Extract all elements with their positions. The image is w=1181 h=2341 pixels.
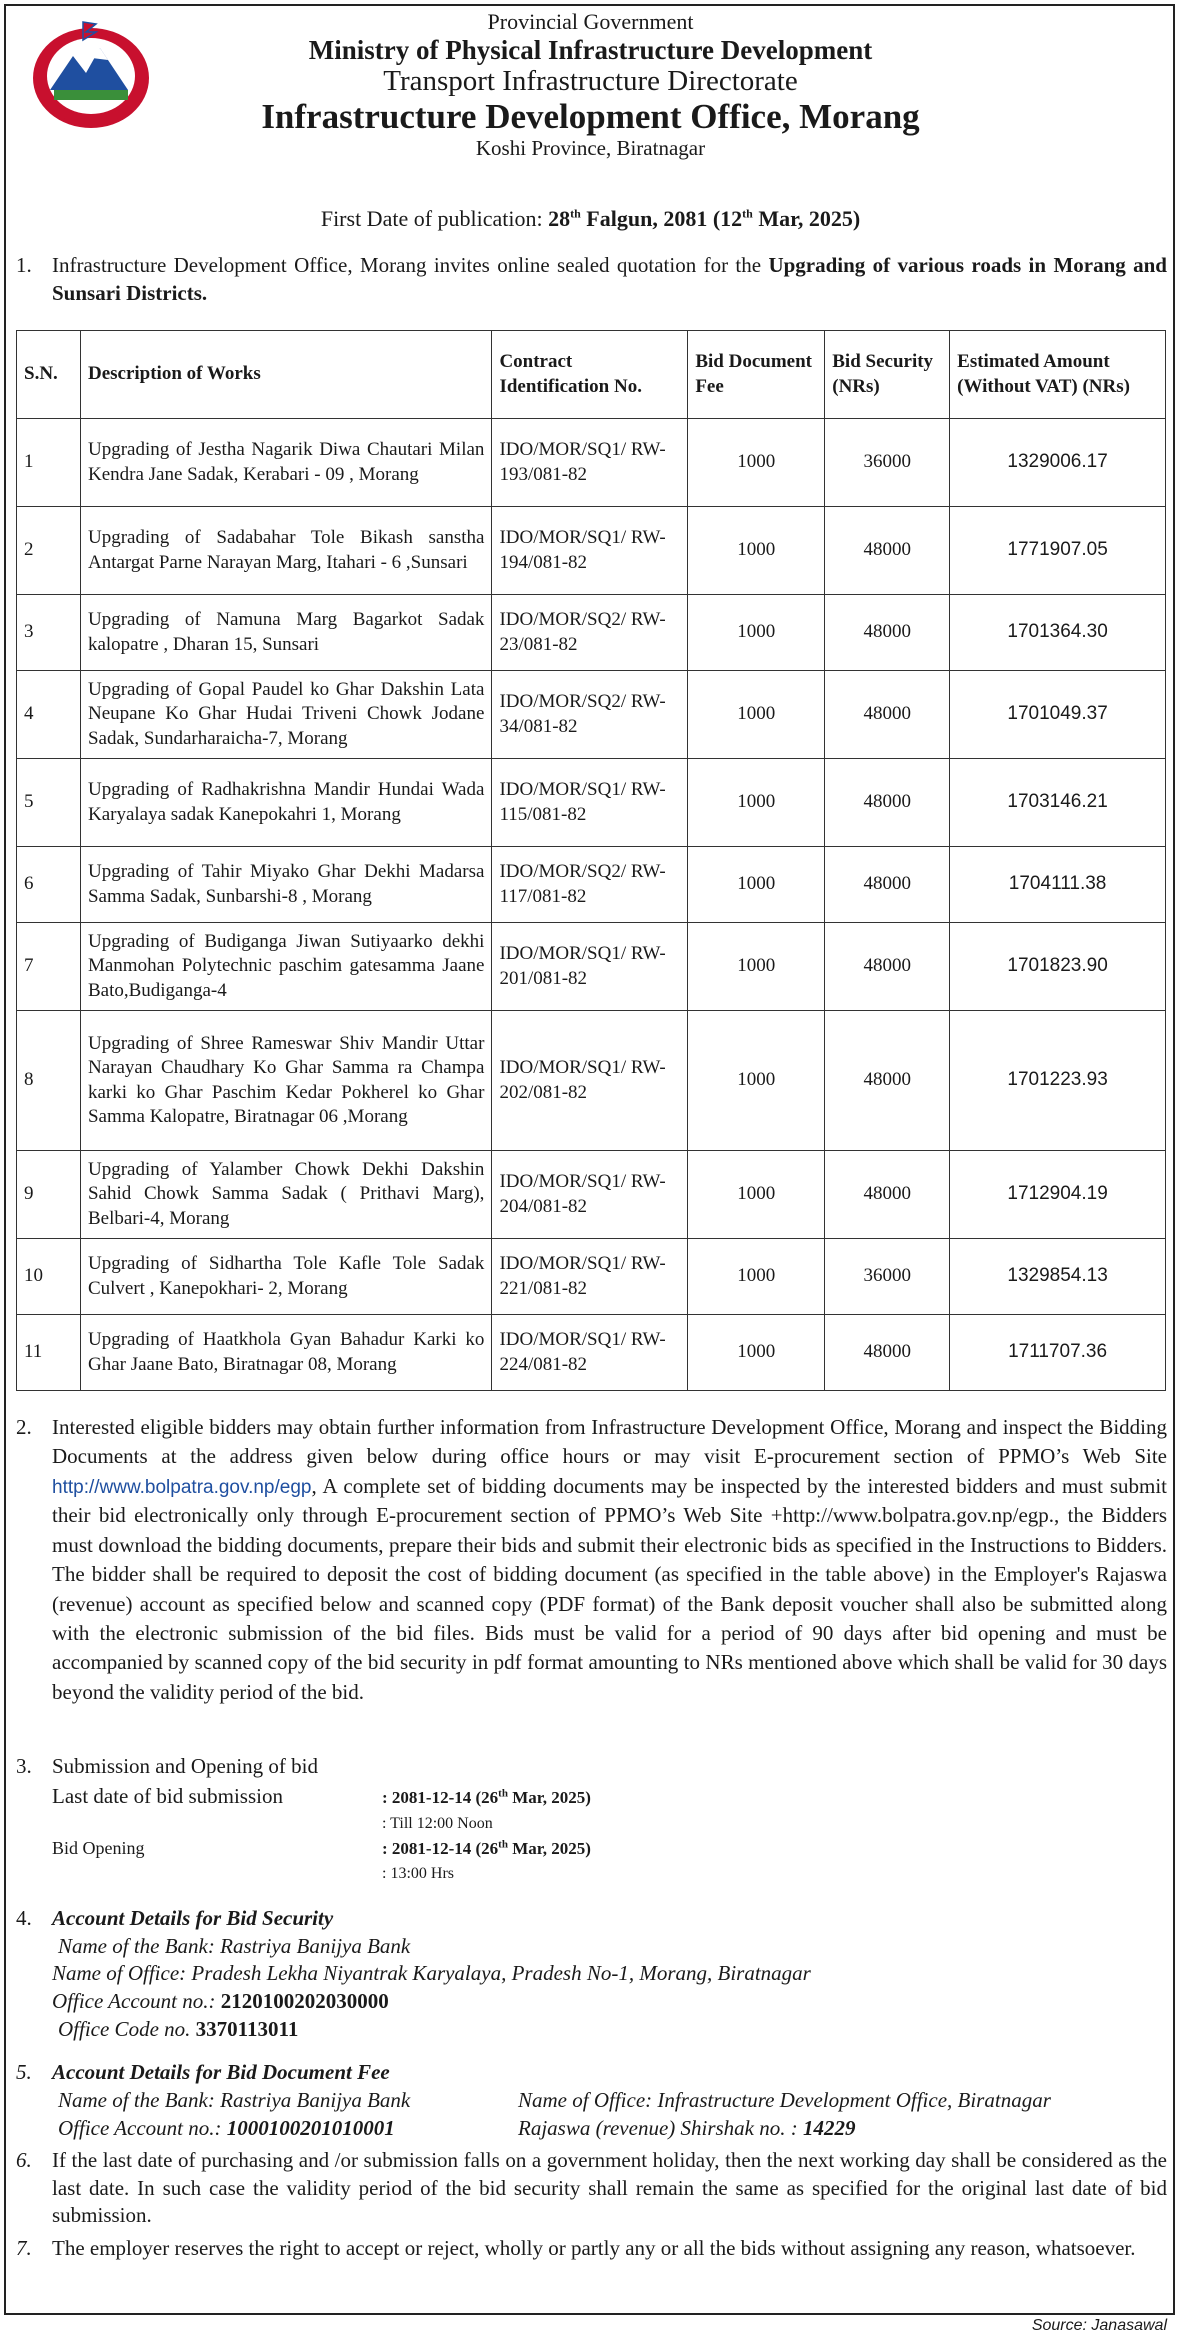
rights-clause xyxy=(16,2235,1167,2263)
row-bid-document-fee: 1000 xyxy=(688,759,825,847)
row-bid-document-fee: 1000 xyxy=(688,923,825,1011)
bid-document-fee-account-section xyxy=(16,2058,1167,2142)
section-6-text: If the last date of purchasing and /or submission falls on a government holiday, then the next working day shall be considered as the last date. In such case the validity period of the bid security shall remain the same as specified for the original last date of bid submission. xyxy=(52,2148,1167,2228)
section-3-number: 3. xyxy=(16,1754,32,1778)
paragraph-2-text-b: , A complete set of bidding documents may be inspected by the interested bidders and must submit their bid electronically only through E-procurement section of PPMO’s Web Site +http://www.bolpatra.gov.np/egp., the Bidders must download the bidding documents, prepare their bids and submit their electronic bids as specified in the Instructions to Bidders. The bidder shall be required to deposit the cost of bidding document (as specified in the table above) in the Employer's Rajaswa (revenue) account as specified below and scanned copy (PDF format) of the Bank deposit voucher shall also be submitted along with the electronic submission of the bid files. Bids must be valid for a period of 90 days after bid opening and must be accompanied by scanned copy of the bid security in pdf format amounting to NRs mentioned above which shall be valid for 30 days beyond the validity period of the bid. xyxy=(52,1473,1167,1704)
row-bid-document-fee: 1000 xyxy=(688,671,825,759)
last-date-value: : 2081-12-14 (26th Mar, 2025) xyxy=(382,1787,591,1808)
section-5-office: Name of Office: Infrastructure Development Office, Biratnagar xyxy=(518,2088,1051,2113)
header-directorate: Transport Infrastructure Directorate xyxy=(383,64,798,97)
row-bid-document-fee: 1000 xyxy=(688,595,825,671)
section-4-account-label: Office Account no.: xyxy=(52,1989,221,2014)
bid-opening-time: : 13:00 Hrs xyxy=(382,1864,454,1882)
row-estimated-amount: 1771907.05 xyxy=(950,507,1166,595)
table-header-row xyxy=(17,331,1166,419)
row-sn: 9 xyxy=(17,1151,81,1239)
row-sn: 3 xyxy=(17,595,81,671)
row-bid-security: 48000 xyxy=(825,1151,950,1239)
row-description: Upgrading of Tahir Miyako Ghar Dekhi Madarsa Samma Sadak, Sunbarshi-8 , Morang xyxy=(80,847,491,923)
row-bid-security: 36000 xyxy=(825,1239,950,1315)
bid-opening-value: : 2081-12-14 (26th Mar, 2025) xyxy=(382,1838,591,1859)
row-contract-id: IDO/MOR/SQ1/ RW-115/081-82 xyxy=(492,759,688,847)
submission-section xyxy=(16,1752,1167,1885)
row-estimated-amount: 1704111.38 xyxy=(950,847,1166,923)
row-sn: 2 xyxy=(17,507,81,595)
tender-table xyxy=(16,330,1166,1391)
section-4-title: Account Details for Bid Security xyxy=(52,1906,334,1930)
row-bid-document-fee: 1000 xyxy=(688,1239,825,1315)
section-5-title: Account Details for Bid Document Fee xyxy=(52,2060,390,2084)
section-4-number: 4. xyxy=(16,1906,32,1930)
table-row xyxy=(17,1151,1166,1239)
row-contract-id: IDO/MOR/SQ2/ RW-117/081-82 xyxy=(492,847,688,923)
paragraph-2 xyxy=(16,1413,1167,1707)
row-sn: 5 xyxy=(17,759,81,847)
row-contract-id: IDO/MOR/SQ2/ RW-23/081-82 xyxy=(492,595,688,671)
table-row xyxy=(17,1011,1166,1151)
publication-date xyxy=(0,206,1181,232)
intro-text: Infrastructure Development Office, Morang invites online sealed quotation for the xyxy=(52,253,769,277)
section-6-number: 6. xyxy=(16,2148,32,2172)
bolpatra-link[interactable]: http://www.bolpatra.gov.np/egp xyxy=(52,1476,312,1498)
row-description: Upgrading of Radhakrishna Mandir Hundai Wada Karyalaya sadak Kanepokahri 1, Morang xyxy=(80,759,491,847)
bid-opening-label: Bid Opening xyxy=(52,1838,145,1859)
row-bid-document-fee: 1000 xyxy=(688,507,825,595)
row-estimated-amount: 1711707.36 xyxy=(950,1315,1166,1391)
row-estimated-amount: 1329854.13 xyxy=(950,1239,1166,1315)
row-contract-id: IDO/MOR/SQ1/ RW-202/081-82 xyxy=(492,1011,688,1151)
nepal-emblem-icon xyxy=(28,18,154,130)
section-7-text: The employer reserves the right to accept or reject, wholly or partly any or all the bids without assigning any reason, whatsoever. xyxy=(52,2236,1136,2260)
section-3-title: Submission and Opening of bid xyxy=(52,1754,318,1778)
header-estimated-amount: Estimated Amount (Without VAT) (NRs) xyxy=(950,331,1166,419)
row-bid-document-fee: 1000 xyxy=(688,1315,825,1391)
section-5-account-label: Office Account no.: xyxy=(58,2116,227,2141)
section-5-account-value: 1000100201010001 xyxy=(226,2116,395,2141)
row-contract-id: IDO/MOR/SQ1/ RW-194/081-82 xyxy=(492,507,688,595)
header-province: Koshi Province, Biratnagar xyxy=(475,135,706,160)
table-row xyxy=(17,1315,1166,1391)
header-bid-security: Bid Security (NRs) xyxy=(825,331,950,419)
row-description: Upgrading of Sidhartha Tole Kafle Tole Sadak Culvert , Kanepokhari- 2, Morang xyxy=(80,1239,491,1315)
row-description: Upgrading of Haatkhola Gyan Bahadur Karki ko Ghar Jaane Bato, Biratnagar 08, Morang xyxy=(80,1315,491,1391)
section-5-rajaswa-value: 14229 xyxy=(803,2116,856,2141)
section-5-number: 5. xyxy=(16,2060,32,2084)
row-estimated-amount: 1329006.17 xyxy=(950,419,1166,507)
table-row xyxy=(17,1239,1166,1315)
header-description: Description of Works xyxy=(80,331,491,419)
header-bid-document-fee: Bid Document Fee xyxy=(688,331,825,419)
row-bid-security: 48000 xyxy=(825,1011,950,1151)
row-sn: 7 xyxy=(17,923,81,1011)
row-bid-security: 48000 xyxy=(825,1315,950,1391)
source-credit: Source: Janasawal xyxy=(1031,2317,1167,2334)
section-5-bank: Name of the Bank: Rastriya Banijya Bank xyxy=(58,2088,411,2113)
row-description: Upgrading of Budiganga Jiwan Sutiyaarko dekhi Manmohan Polytechnic paschim gatesamma Jaane Bato,Budiganga-4 xyxy=(80,923,491,1011)
header-contract-id: Contract Identification No. xyxy=(492,331,688,419)
row-estimated-amount: 1701223.93 xyxy=(950,1011,1166,1151)
row-bid-security: 48000 xyxy=(825,759,950,847)
row-bid-security: 36000 xyxy=(825,419,950,507)
row-sn: 1 xyxy=(17,419,81,507)
office-header xyxy=(150,10,1031,160)
intro-paragraph xyxy=(16,252,1167,307)
table-row xyxy=(17,923,1166,1011)
section-7-number: 7. xyxy=(16,2236,32,2260)
row-bid-security: 48000 xyxy=(825,847,950,923)
header-provincial-government: Provincial Government xyxy=(487,9,694,34)
paragraph-2-text-a: Interested eligible bidders may obtain further information from Infrastructure Development Office, Morang and inspect the Bidding Documents at the address given below during office hours or may visit E-procurement section of PPMO’s Web Site xyxy=(52,1415,1167,1469)
table-row xyxy=(17,419,1166,507)
row-bid-security: 48000 xyxy=(825,595,950,671)
row-bid-security: 48000 xyxy=(825,923,950,1011)
row-estimated-amount: 1701364.30 xyxy=(950,595,1166,671)
row-estimated-amount: 1701049.37 xyxy=(950,671,1166,759)
row-bid-document-fee: 1000 xyxy=(688,1151,825,1239)
row-bid-document-fee: 1000 xyxy=(688,419,825,507)
table-body xyxy=(17,419,1166,1391)
row-contract-id: IDO/MOR/SQ1/ RW-224/081-82 xyxy=(492,1315,688,1391)
publication-date-value: 28th Falgun, 2081 (12th Mar, 2025) xyxy=(548,206,861,231)
row-sn: 10 xyxy=(17,1239,81,1315)
section-4-code-value: 3370113011 xyxy=(195,2016,299,2041)
row-contract-id: IDO/MOR/SQ1/ RW-193/081-82 xyxy=(492,419,688,507)
table-row xyxy=(17,671,1166,759)
row-bid-document-fee: 1000 xyxy=(688,847,825,923)
row-description: Upgrading of Jestha Nagarik Diwa Chautari Milan Kendra Jane Sadak, Kerabari - 09 , Morang xyxy=(80,419,491,507)
row-description: Upgrading of Shree Rameswar Shiv Mandir Uttar Narayan Chaudhary Ko Ghar Samma ra Champa karki ko Ghar Paschim Kedar Pokherel ko Ghar Samma Kalopatre, Biratnagar 06 ,Morang xyxy=(80,1011,491,1151)
table-row xyxy=(17,847,1166,923)
intro-number: 1. xyxy=(16,253,32,277)
section-4-account-value: 2120100202030000 xyxy=(220,1989,389,2014)
bid-security-account-section xyxy=(16,1905,1167,2044)
row-bid-document-fee: 1000 xyxy=(688,1011,825,1151)
row-sn: 6 xyxy=(17,847,81,923)
table-row xyxy=(17,595,1166,671)
table-row xyxy=(17,507,1166,595)
row-estimated-amount: 1701823.90 xyxy=(950,923,1166,1011)
last-date-label: Last date of bid submission xyxy=(52,1784,283,1809)
row-contract-id: IDO/MOR/SQ1/ RW-204/081-82 xyxy=(492,1151,688,1239)
header-sn: S.N. xyxy=(17,331,81,419)
row-estimated-amount: 1703146.21 xyxy=(950,759,1166,847)
row-sn: 4 xyxy=(17,671,81,759)
row-sn: 8 xyxy=(17,1011,81,1151)
row-contract-id: IDO/MOR/SQ1/ RW-201/081-82 xyxy=(492,923,688,1011)
row-estimated-amount: 1712904.19 xyxy=(950,1151,1166,1239)
row-contract-id: IDO/MOR/SQ2/ RW-34/081-82 xyxy=(492,671,688,759)
row-contract-id: IDO/MOR/SQ1/ RW-221/081-82 xyxy=(492,1239,688,1315)
row-bid-security: 48000 xyxy=(825,671,950,759)
row-bid-security: 48000 xyxy=(825,507,950,595)
paragraph-2-number: 2. xyxy=(16,1415,32,1439)
intro-bold-text: Upgrading of various roads in Morang and Sunsari Districts. xyxy=(52,253,1167,305)
row-description: Upgrading of Namuna Marg Bagarkot Sadak kalopatre , Dharan 15, Sunsari xyxy=(80,595,491,671)
row-sn: 11 xyxy=(17,1315,81,1391)
header-ministry: Ministry of Physical Infrastructure Development xyxy=(308,34,873,65)
publication-label: First Date of publication: xyxy=(320,206,543,231)
last-date-time: : Till 12:00 Noon xyxy=(382,1814,493,1832)
section-4-code-label: Office Code no. xyxy=(58,2016,196,2041)
table-row xyxy=(17,759,1166,847)
row-description: Upgrading of Yalamber Chowk Dekhi Dakshin Sahid Chowk Samma Sadak ( Prithavi Marg), Belbari-4, Morang xyxy=(80,1151,491,1239)
header-office-title: Infrastructure Development Office, Morang xyxy=(261,97,920,137)
row-description: Upgrading of Gopal Paudel ko Ghar Dakshin Lata Neupane Ko Ghar Hudai Triveni Chowk Jodane Sadak, Sundarharaicha-7, Morang xyxy=(80,671,491,759)
section-4-office: Name of Office: Pradesh Lekha Niyantrak Karyalaya, Pradesh No-1, Morang, Biratnagar xyxy=(52,1961,811,1986)
section-4-bank: Name of the Bank: Rastriya Banijya Bank xyxy=(58,1933,411,1958)
row-description: Upgrading of Sadabahar Tole Bikash sanstha Antargat Parne Narayan Marg, Itahari - 6 ,Sunsari xyxy=(80,507,491,595)
section-5-rajaswa-label: Rajaswa (revenue) Shirshak no. : xyxy=(518,2116,803,2141)
holiday-clause xyxy=(16,2147,1167,2230)
